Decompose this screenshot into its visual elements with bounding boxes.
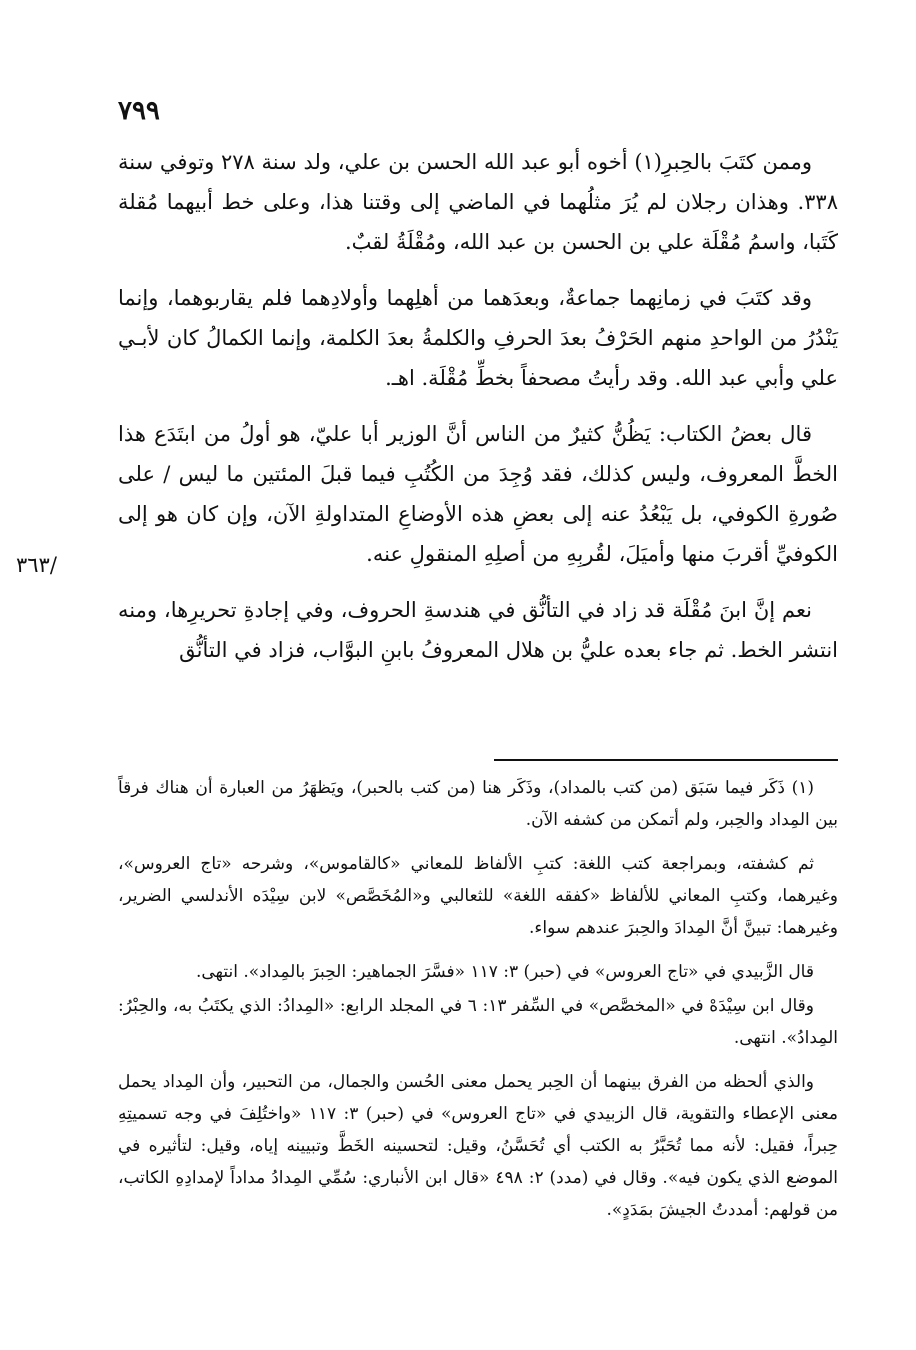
footnote-paragraph: (١) ذَكَر فيما سَبَق (من كتب بالمداد)، وذَكَر هنا (من كتب بالحبر)، ويَظهَرُ من العبارة أن هناك فرقاً بين المِداد والحِبر، ولم أتمكن من كشفه الآن. bbox=[118, 778, 838, 830]
body-paragraph: نعم إنَّ ابنَ مُقْلَة قد زاد في التأنُّق في هندسةِ الحروف، وفي إجادةِ تحريرِها، ومنه انتشر الخط. ثم جاء بعده عليُّ بن هلال المعروفُ بابنِ البوَّاب، فزاد في التأنُّق bbox=[118, 598, 838, 662]
body-paragraph: وممن كتَبَ بالحِبرِ(١) أخوه أبو عبد الله الحسن بن علي، ولد سنة ٢٧٨ وتوفي سنة ٣٣٨. وهذان رجلان لم يُرَ مثلُهما في الماضي إلى وقتنا هذا، وعلى خط أبيهما مُقلة كَتَبا، واسمُ مُقْلَة علي بن الحسن بن عبد الله، ومُقْلَةُ لقبٌ. bbox=[118, 150, 838, 254]
footnote-paragraph: قال الزَّبيدي في «تاج العروس» في (حبر) ٣: ١١٧ «فسَّرَ الجماهير: الحِبرَ بالمِداد». انتهى. bbox=[195, 962, 814, 982]
margin-page-reference: /٣٦٣ bbox=[16, 553, 57, 577]
footnote-paragraph: ثم كشفته، وبمراجعة كتب اللغة: كتبِ الألفاظ للمعاني «كالقاموس»، وشرحه «تاج العروس»، وغيرهما، وكتبِ المعاني للألفاظ «كفقه اللغة» للثعالبي و«المُخَصَّص» لابن سِيْدَه الأندلسي الضرير، وغيرهما: تبينَّ أنَّ المِدادَ والحِبرَ عندهم سواء. bbox=[118, 854, 838, 938]
page-number: ٧٩٩ bbox=[118, 96, 160, 126]
footnote-divider bbox=[494, 759, 838, 761]
main-text bbox=[118, 142, 838, 686]
footnote-paragraph: والذي ألحظه من الفرق بينهما أن الحِبر يحمل معنى الحُسن والجمال، من التحبير، وأن المِداد يحمل معنى الإعطاء والتقوية، قال الزبيدي في «تاج العروس» في (حبر) ٣: ١١٧ «واختُلِفَ في وجه تسميتِهِ حِبراً، فقيل: لأنه مما تُحَبَّرُ به الكتب أي تُحَسَّنُ، وقيل: لتحسينه الخَطَّ وتبيينه إياه، وقيل: لتأثيره في الموضع الذي يكون فيه». وقال في (مدد) ٢: ٤٩٨ «قال ابن الأنباري: سُمِّي المِدادُ مداداً لإمدادِهِ الكاتب، من قولهم: أمددتُ الجيشَ بمَدَدٍ». bbox=[118, 1072, 838, 1220]
body-paragraph: وقد كتَبَ في زمانِهما جماعةٌ، وبعدَهما من أهلِهما وأولادِهما فلم يقاربوهما، وإنما يَنْدُرُ من الواحدِ منهم الحَرْفُ بعدَ الحرفِ والكلمةُ بعدَ الكلمة، وإنما الكمالُ كان لأبـي علي وأبي عبد الله. وقد رأيتُ مصحفاً بخطِّ مُقْلَة. اهـ. bbox=[118, 286, 838, 390]
footnotes bbox=[118, 772, 838, 1238]
footnote-paragraph: وقال ابن سِيْدَهْ في «المخصَّص» في السِّفر ١٣: ٦ في المجلد الرابع: «المِدادُ: الذي يكتَبُ به، والحِبْرُ: المِدادُ». انتهى. bbox=[118, 996, 838, 1048]
body-paragraph: قال بعضُ الكتاب: يَظُنُّ كثيرٌ من الناس أنَّ الوزير أبا عليّ، هو أولُ من ابتَدَع هذا الخطَّ المعروف، وليس كذلك، فقد وُجِدَ من الكُتُبِ فيما قبلَ المئتين ما ليس / على صُورةِ الكوفي، بل يَبْعُدُ عنه إلى بعضِ هذه الأوضاعِ المتداولةِ الآن، وإن كان هو إلى الكوفيِّ أقربَ منها وأميَلَ، لقُربِهِ من أصلِهِ المنقولِ عنه. bbox=[118, 422, 838, 566]
